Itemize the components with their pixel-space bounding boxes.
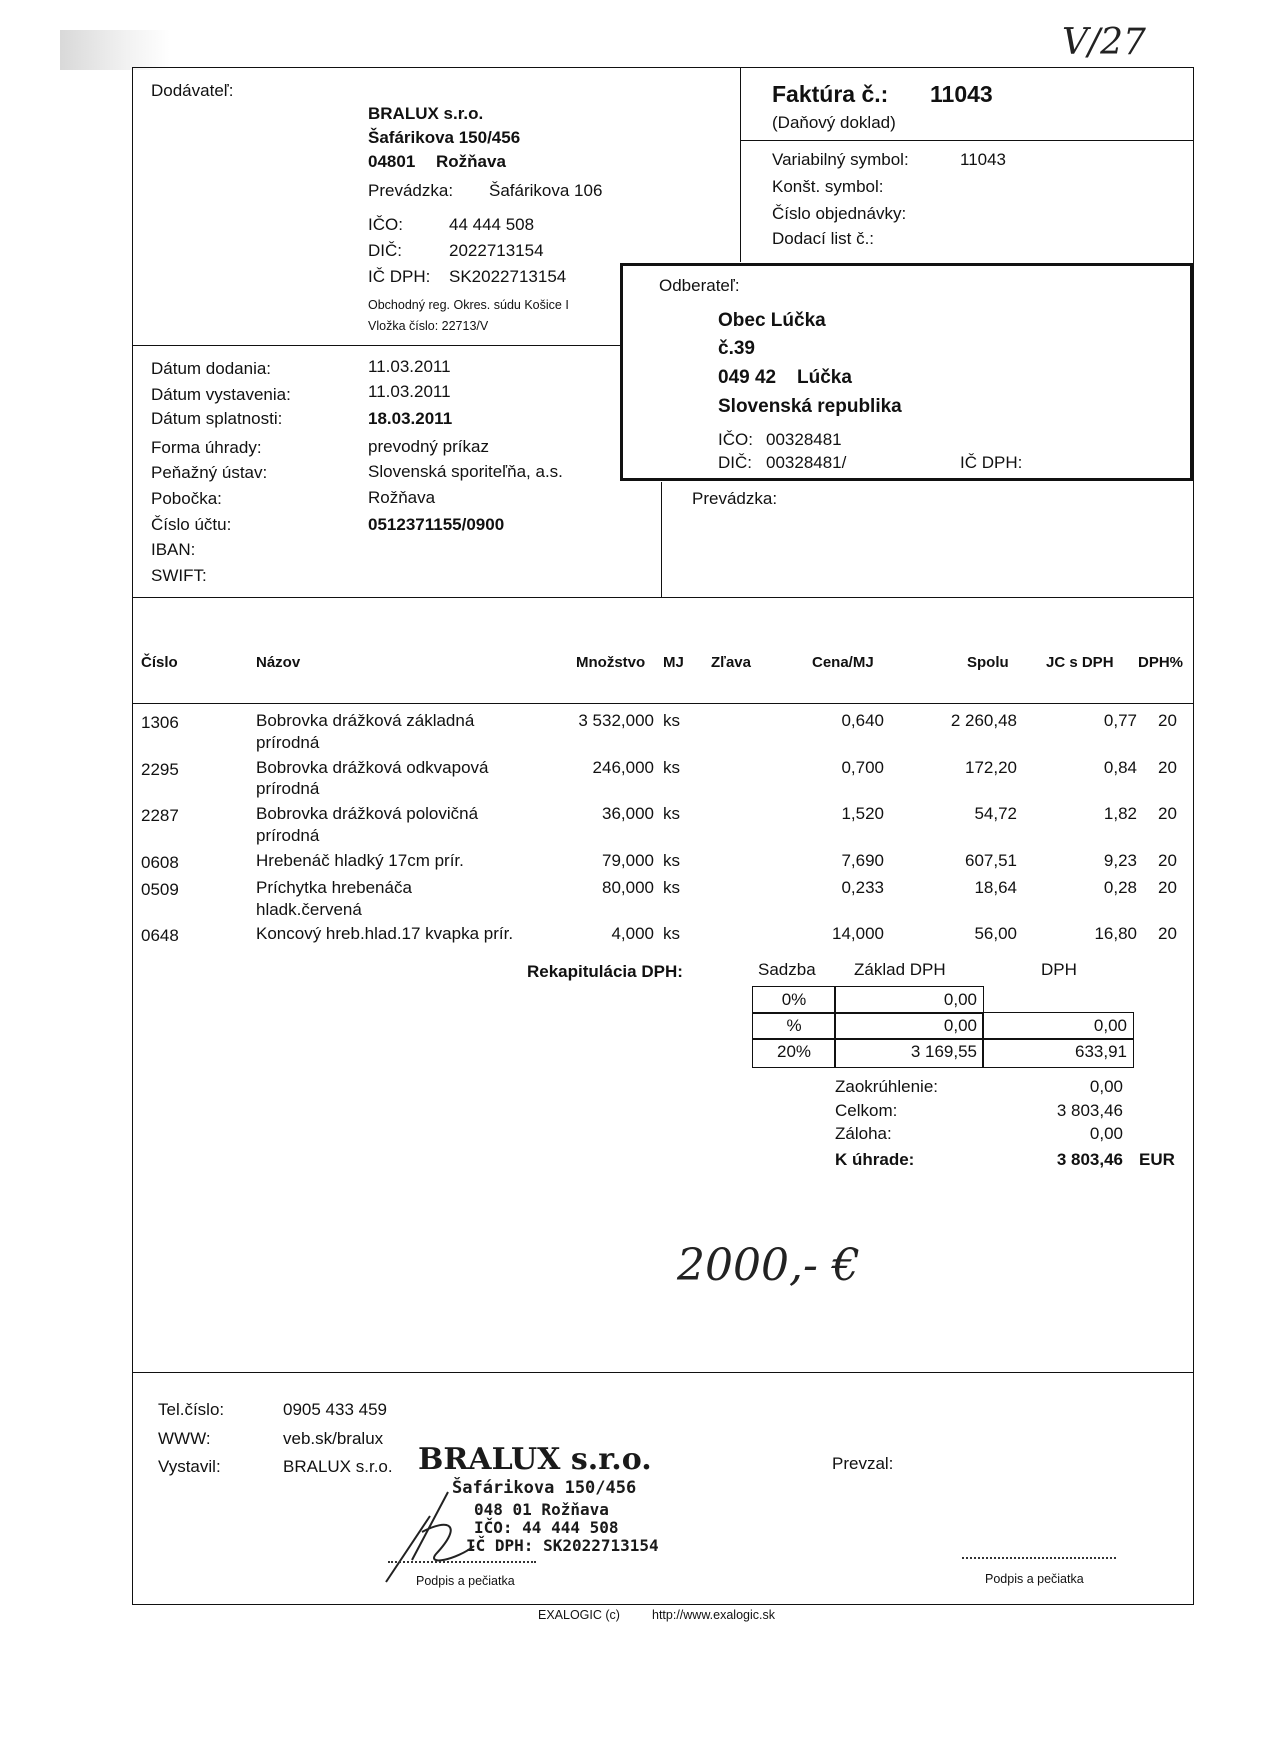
col-header-zlava: Zľava: [711, 654, 751, 671]
customer-dic: 00328481/: [766, 453, 847, 472]
item-cislo: 2287: [141, 806, 179, 825]
item-nazov-line2: prírodná: [256, 826, 320, 845]
supplier-dic: 2022713154: [449, 241, 544, 260]
stamp-city: 048 01 Rožňava: [474, 1500, 609, 1519]
supplier-zip: 04801: [368, 152, 416, 171]
divider-supplier-invoice: [740, 67, 741, 262]
item-nazov: Bobrovka drážková základná: [256, 711, 475, 730]
item-jc: 0,84: [1103, 758, 1137, 777]
item-mnozstvo: 4,000: [611, 924, 654, 943]
vat-cell-dph: 0,00: [982, 1012, 1134, 1040]
vat-cell-sadzba: 0%: [752, 986, 836, 1014]
customer-name: Obec Lúčka: [718, 310, 826, 331]
payment-value: Slovenská sporiteľňa, a.s.: [368, 462, 563, 481]
item-mj: ks: [663, 804, 680, 823]
item-mj: ks: [663, 878, 680, 897]
footer-tel-label: Tel.číslo:: [158, 1400, 225, 1419]
due-value: 3 803,46: [1056, 1150, 1123, 1169]
col-header-mnozstvo: Množstvo: [576, 654, 646, 671]
customer-country: Slovenská republika: [718, 396, 902, 417]
item-nazov: Bobrovka drážková polovičná: [256, 804, 479, 823]
item-spolu: 2 260,48: [950, 711, 1017, 730]
item-dph: 20: [1158, 804, 1177, 823]
divider-payment-premises: [661, 482, 662, 597]
vat-cell-zaklad: 3 169,55: [834, 1038, 984, 1068]
item-spolu: 607,51: [965, 851, 1017, 870]
customer-premises-label: Prevádzka:: [692, 489, 778, 508]
item-cena: 14,000: [832, 924, 884, 943]
footer-tel: 0905 433 459: [283, 1400, 387, 1419]
divider-invoice-title: [740, 140, 1194, 141]
footer-www: veb.sk/bralux: [283, 1429, 384, 1448]
footer-received-label: Prevzal:: [832, 1454, 894, 1473]
item-nazov-line2: prírodná: [256, 733, 320, 752]
item-mnozstvo: 79,000: [602, 851, 654, 870]
invoice-number: 11043: [930, 81, 993, 107]
signature-caption-left: Podpis a pečiatka: [416, 1574, 515, 1588]
supplier-street: Šafárikova 150/456: [368, 128, 521, 147]
col-header-jc: JC s DPH: [1046, 654, 1114, 671]
stamp-street: Šafárikova 150/456: [452, 1478, 637, 1498]
item-mnozstvo: 3 532,000: [578, 711, 654, 730]
supplier-register-line2: Vložka číslo: 22713/V: [368, 319, 489, 333]
item-dph: 20: [1158, 924, 1177, 943]
stamp-company-name: BRALUX s.r.o.: [418, 1442, 652, 1477]
stamp-ico: IČO: 44 444 508: [474, 1518, 619, 1537]
customer-heading: Odberateľ:: [659, 276, 740, 295]
item-cena: 0,700: [841, 758, 884, 777]
item-jc: 0,77: [1103, 711, 1137, 730]
item-spolu: 18,64: [974, 878, 1017, 897]
item-cena: 7,690: [841, 851, 884, 870]
invoice-field-label: Variabilný symbol:: [772, 150, 909, 169]
item-mj: ks: [663, 851, 680, 870]
divider-items-header: [132, 703, 1194, 704]
item-nazov-line2: prírodná: [256, 779, 320, 798]
supplier-name: BRALUX s.r.o.: [368, 104, 484, 123]
col-header-dph: DPH%: [1138, 654, 1184, 671]
item-cislo: 2295: [141, 760, 179, 779]
date-value: 11.03.2011: [368, 357, 451, 376]
item-spolu: 172,20: [965, 758, 1017, 777]
item-nazov-line2: hladk.červená: [256, 900, 362, 919]
date-value-due: 18.03.2011: [368, 409, 453, 428]
software-credit: EXALOGIC (c): [538, 1608, 620, 1622]
vat-cell-sadzba: %: [752, 1012, 836, 1040]
date-label: Dátum vystavenia:: [151, 385, 291, 404]
invoice-subtitle: (Daňový doklad): [772, 113, 896, 132]
payment-value: prevodný príkaz: [368, 437, 489, 456]
item-mj: ks: [663, 924, 680, 943]
payment-label: IBAN:: [151, 540, 196, 559]
invoice-field-label: Číslo objednávky:: [772, 204, 907, 223]
col-header-cislo: Číslo: [141, 654, 178, 671]
customer-ico: 00328481: [766, 430, 842, 449]
item-cena: 0,640: [841, 711, 884, 730]
invoice-field-label: Konšt. symbol:: [772, 177, 884, 196]
vat-cell-zaklad: 0,00: [834, 1012, 984, 1040]
signature-caption-right: Podpis a pečiatka: [985, 1572, 1084, 1586]
item-nazov: Koncový hreb.hlad.17 kvapka prír.: [256, 924, 514, 943]
item-cislo: 0608: [141, 853, 179, 872]
item-mj: ks: [663, 758, 680, 777]
item-mnozstvo: 36,000: [602, 804, 654, 823]
vat-col-zaklad: Základ DPH: [854, 960, 946, 979]
handwritten-reference: V/27: [1062, 22, 1146, 63]
payment-label: Pobočka:: [151, 489, 222, 508]
customer-dic-label: DIČ:: [718, 453, 752, 472]
advance-label: Záloha:: [835, 1124, 892, 1143]
item-cislo: 0509: [141, 880, 179, 899]
item-cislo: 1306: [141, 713, 179, 732]
payment-value: Rožňava: [368, 488, 436, 507]
handwritten-amount: 2000,- €: [677, 1240, 860, 1291]
supplier-premises-label: Prevádzka:: [368, 181, 454, 200]
item-mnozstvo: 246,000: [592, 758, 654, 777]
footer-issued: BRALUX s.r.o.: [283, 1457, 393, 1476]
item-dph: 20: [1158, 758, 1177, 777]
supplier-premises-value: Šafárikova 106: [489, 181, 603, 200]
software-url: http://www.exalogic.sk: [652, 1608, 775, 1622]
rounding-label: Zaokrúhlenie:: [835, 1077, 939, 1096]
invoice-field-label: Dodací list č.:: [772, 229, 875, 248]
col-header-cena: Cena/MJ: [812, 654, 874, 671]
vat-recap-title: Rekapitulácia DPH:: [527, 962, 683, 981]
vat-cell-zaklad: 0,00: [834, 986, 984, 1014]
item-dph: 20: [1158, 851, 1177, 870]
col-header-mj: MJ: [663, 654, 684, 671]
account-number: 0512371155/0900: [368, 515, 505, 534]
rounding-value: 0,00: [1089, 1077, 1123, 1096]
vat-col-sadzba: Sadzba: [758, 960, 816, 979]
item-mj: ks: [663, 711, 680, 730]
supplier-icdph: SK2022713154: [449, 267, 567, 286]
payment-label: SWIFT:: [151, 566, 207, 585]
customer-icdph-label: IČ DPH:: [960, 453, 1023, 472]
item-spolu: 56,00: [974, 924, 1017, 943]
item-jc: 1,82: [1103, 804, 1137, 823]
item-jc: 16,80: [1094, 924, 1137, 943]
item-nazov: Hrebenáč hladký 17cm prír.: [256, 851, 464, 870]
divider-supplier-dates: [132, 345, 622, 346]
supplier-city: Rožňava: [436, 152, 506, 171]
supplier-register-line1: Obchodný reg. Okres. súdu Košice I: [368, 298, 569, 312]
payment-label: Forma úhrady:: [151, 438, 262, 457]
item-mnozstvo: 80,000: [602, 878, 654, 897]
signature-line-left: [388, 1561, 536, 1563]
item-nazov: Príchytka hrebenáča: [256, 878, 412, 897]
total-label: Celkom:: [835, 1101, 898, 1120]
invoice-field-value: 11043: [960, 150, 1007, 169]
item-cena: 1,520: [841, 804, 884, 823]
payment-label: Číslo účtu:: [151, 515, 232, 534]
invoice-title: Faktúra č.:: [772, 81, 889, 107]
vat-cell-dph: 633,91: [982, 1038, 1134, 1068]
date-label: Dátum splatnosti:: [151, 409, 283, 428]
due-label: K úhrade:: [835, 1150, 915, 1169]
supplier-ico-label: IČO:: [368, 215, 403, 234]
supplier-heading: Dodávateľ:: [151, 81, 234, 100]
supplier-icdph-label: IČ DPH:: [368, 267, 431, 286]
item-cena: 0,233: [841, 878, 884, 897]
item-jc: 9,23: [1103, 851, 1137, 870]
item-dph: 20: [1158, 711, 1177, 730]
scan-artifact: [60, 30, 170, 70]
footer-issued-label: Vystavil:: [158, 1457, 221, 1476]
due-currency: EUR: [1139, 1150, 1175, 1169]
customer-zip: 049 42: [718, 367, 777, 388]
total-value: 3 803,46: [1056, 1101, 1123, 1120]
date-label: Dátum dodania:: [151, 359, 272, 378]
item-jc: 0,28: [1103, 878, 1137, 897]
date-value: 11.03.2011: [368, 382, 451, 401]
stamp-icdph: IČ DPH: SK2022713154: [466, 1536, 659, 1555]
customer-street: č.39: [718, 338, 755, 359]
divider-header-items: [132, 597, 1194, 598]
item-nazov: Bobrovka drážková odkvapová: [256, 758, 489, 777]
item-dph: 20: [1158, 878, 1177, 897]
divider-footer: [132, 1372, 1194, 1373]
item-spolu: 54,72: [974, 804, 1017, 823]
payment-label: Peňažný ústav:: [151, 463, 268, 482]
supplier-ico: 44 444 508: [449, 215, 535, 234]
vat-col-dph: DPH: [1041, 960, 1077, 979]
signature-scribble: [378, 1488, 488, 1588]
supplier-dic-label: DIČ:: [368, 241, 402, 260]
signature-line-right: [962, 1557, 1116, 1559]
customer-ico-label: IČO:: [718, 430, 753, 449]
item-cislo: 0648: [141, 926, 179, 945]
col-header-spolu: Spolu: [967, 654, 1009, 671]
col-header-nazov: Názov: [256, 654, 301, 671]
advance-value: 0,00: [1089, 1124, 1123, 1143]
vat-cell-sadzba: 20%: [752, 1038, 836, 1068]
footer-www-label: WWW:: [158, 1429, 211, 1448]
customer-city: Lúčka: [797, 367, 852, 388]
